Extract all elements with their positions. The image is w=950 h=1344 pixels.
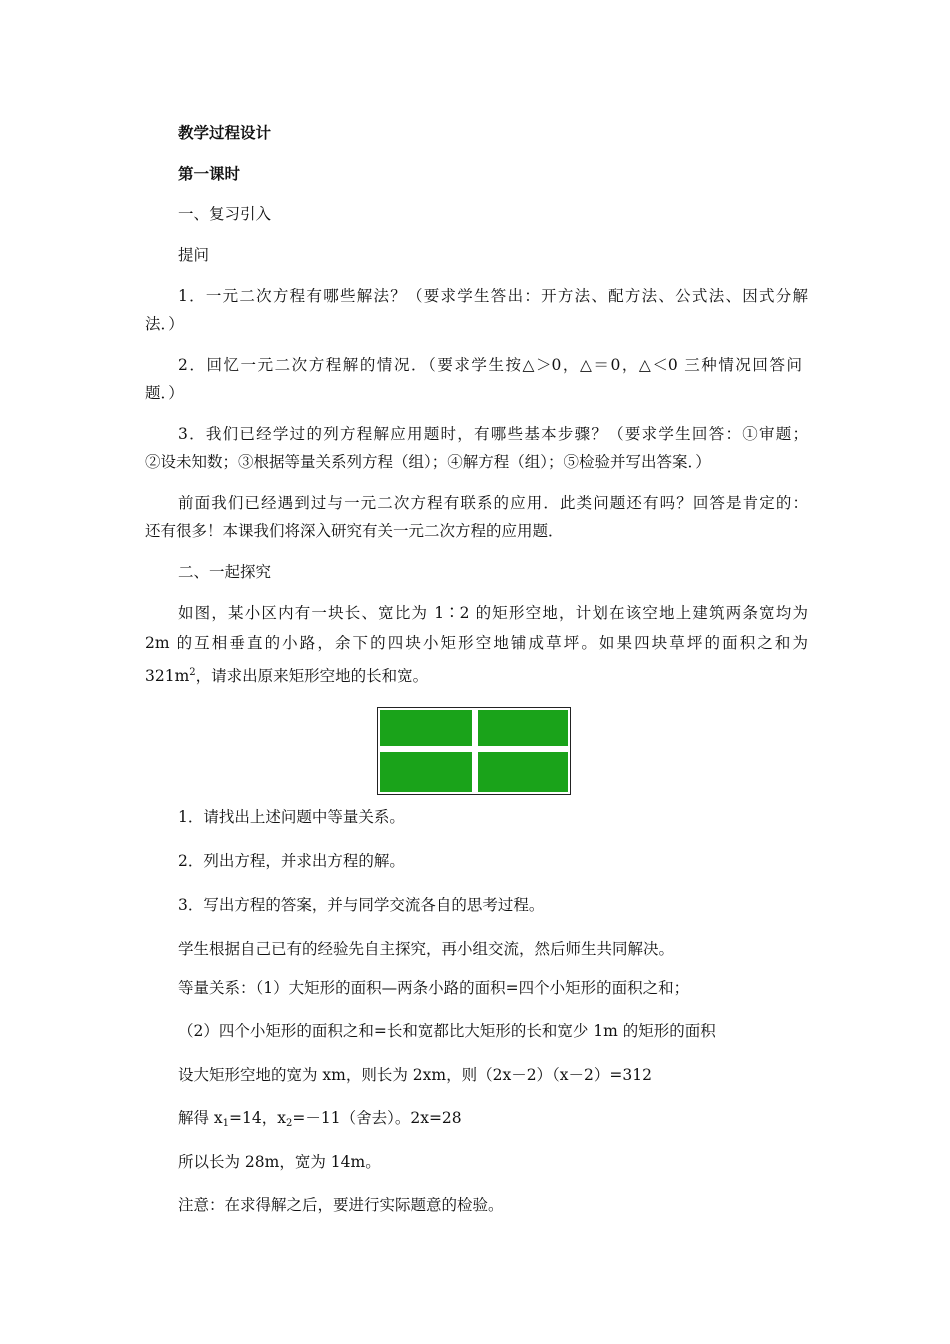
lawn-bottom-right (478, 752, 568, 792)
question-1-line-1: 1．一元二次方程有哪些解法？（要求学生答出：开方法、配方法、公式法、因式分解 (178, 287, 808, 305)
area-value: 321m (145, 667, 190, 685)
note-text: 注意：在求得解之后，要进行实际题意的检验。 (178, 1196, 504, 1214)
lawn-diagram (377, 707, 571, 795)
question-3-line-2: ②设未知数；③根据等量关系列方程（组）；④解方程（组）；⑤检验并写出答案．） (145, 453, 711, 471)
section2-heading: 二、一起探究 (178, 563, 272, 581)
ask-label: 提问 (178, 246, 210, 264)
question-2-line-1: 2．回忆一元二次方程解的情况．（要求学生按△＞0，△＝0，△＜0 三种情况回答问 (178, 356, 802, 374)
problem-line-3 (145, 663, 428, 686)
solution-sub-1: 1 (222, 1118, 230, 1129)
answer-text: 所以长为 28m，宽为 14m。 (178, 1153, 381, 1171)
question-1-line-2: 法．） (145, 315, 184, 333)
task-2: 2．列出方程，并求出方程的解。 (178, 852, 405, 870)
solution-pre: 解得 x (178, 1109, 223, 1127)
question-3-line-1: 3．我们已经学过的列方程解应用题时，有哪些基本步骤？（要求学生回答：①审题； (178, 425, 808, 443)
lesson-label: 第一课时 (178, 164, 241, 183)
task-1: 1．请找出上述问题中等量关系。 (178, 808, 405, 826)
relation-1: 等量关系：（1）大矩形的面积—两条小路的面积=四个小矩形的面积之和； (178, 979, 690, 997)
problem-line-3-rest: ，请求出原来矩形空地的长和宽。 (195, 667, 429, 685)
intro-line-1: 前面我们已经遇到过与一元二次方程有联系的应用．此类问题还有吗？回答是肯定的： (178, 494, 808, 512)
method-text: 学生根据自己已有的经验先自主探究，再小组交流，然后师生共同解决。 (178, 940, 675, 958)
lawn-top-right (478, 710, 568, 746)
setup-equation: 设大矩形空地的宽为 xm，则长为 2xm，则（2x－2）（x－2）=312 (178, 1066, 652, 1084)
solution-mid: =14，x (229, 1109, 286, 1127)
section1-heading: 一、复习引入 (178, 205, 272, 223)
relation-2: （2）四个小矩形的面积之和=长和宽都比大矩形的长和宽少 1m 的矩形的面积 (178, 1022, 716, 1040)
problem-line-1: 如图，某小区内有一块长、宽比为 1∶2 的矩形空地，计划在该空地上建筑两条宽均为 (178, 604, 808, 622)
task-3: 3．写出方程的答案，并与同学交流各自的思考过程。 (178, 896, 545, 914)
solution-post: =－11（舍去）。2x=28 (292, 1109, 462, 1127)
doc-title: 教学过程设计 (178, 123, 272, 142)
problem-line-2: 2m 的互相垂直的小路，余下的四块小矩形空地铺成草坪。如果四块草坪的面积之和为 (145, 634, 808, 652)
solution-sub-2: 2 (286, 1118, 293, 1129)
lawn-bottom-left (380, 752, 472, 792)
solution-line (178, 1108, 462, 1134)
question-2-line-2: 题．） (145, 384, 184, 402)
lawn-top-left (380, 710, 472, 746)
intro-line-2: 还有很多！本课我们将深入研究有关一元二次方程的应用题． (145, 522, 564, 540)
area-exponent: 2 (189, 667, 196, 678)
